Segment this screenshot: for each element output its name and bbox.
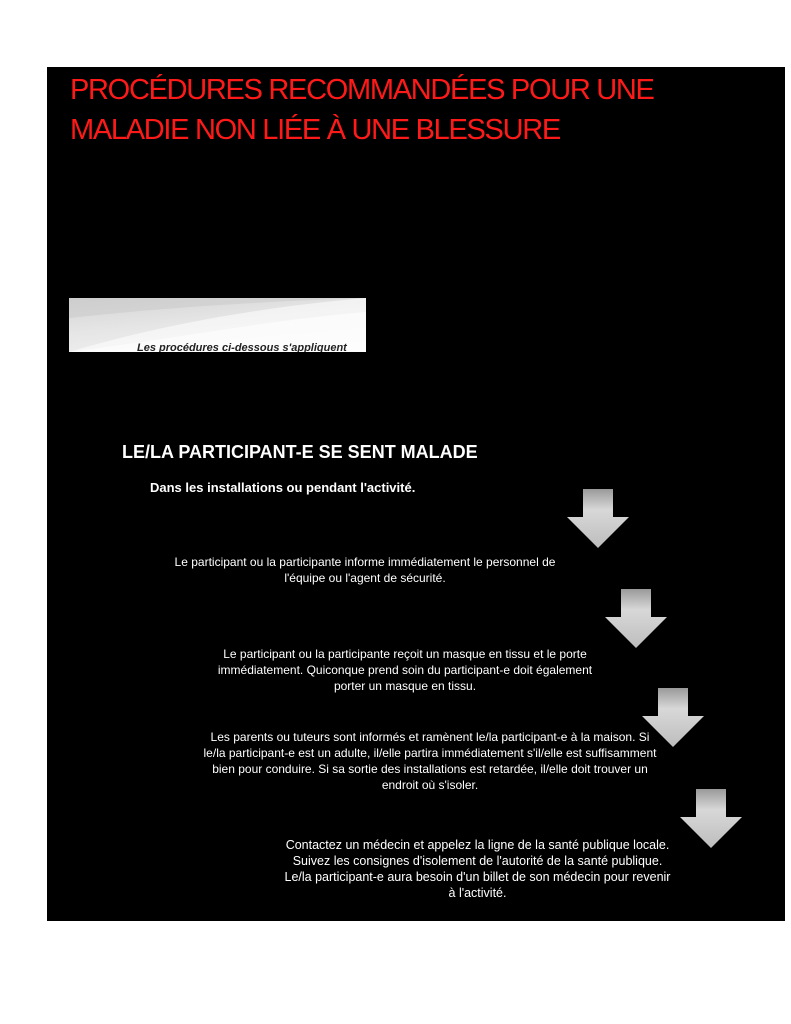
step-3-text: Les parents ou tuteurs sont informés et ramènent le/la participant-e à la maison. Si le/la participant-e est un adulte, il/elle partira immédiatement s'il/elle est suffisamment bien pour conduire. Si sa sortie des installations est retardée, il/elle doit trouver un endroit où s'isoler. bbox=[203, 730, 657, 792]
down-arrow-icon bbox=[566, 489, 630, 549]
step-1-text: Le participant ou la participante informe immédiatement le personnel de l'équipe ou l'agent de sécurité. bbox=[174, 555, 556, 585]
banner-text: Les procédures ci-dessous s'appliquent bbox=[137, 342, 347, 352]
down-arrow-icon bbox=[604, 589, 668, 649]
step-4-text: Contactez un médecin et appelez la ligne de la santé publique locale. Suivez les consignes d'isolement de l'autorité de la santé publique. Le/la participant-e aura besoin d'un billet de son médecin pour revenir à l'activité. bbox=[284, 838, 671, 900]
page-title: PROCÉDURES RECOMMANDÉES POUR UNE MALADIE NON LIÉE À UNE BLESSURE bbox=[70, 74, 654, 146]
down-arrow-icon bbox=[679, 789, 743, 849]
banner bbox=[69, 298, 366, 352]
section-subheading: Dans les installations ou pendant l'activité. bbox=[150, 480, 416, 495]
section-heading: LE/LA PARTICIPANT-E SE SENT MALADE bbox=[122, 442, 478, 462]
step-2-text: Le participant ou la participante reçoit un masque en tissu et le porte immédiatement. Quiconque prend soin du participant-e doit également porter un masque en tissu. bbox=[217, 647, 593, 693]
